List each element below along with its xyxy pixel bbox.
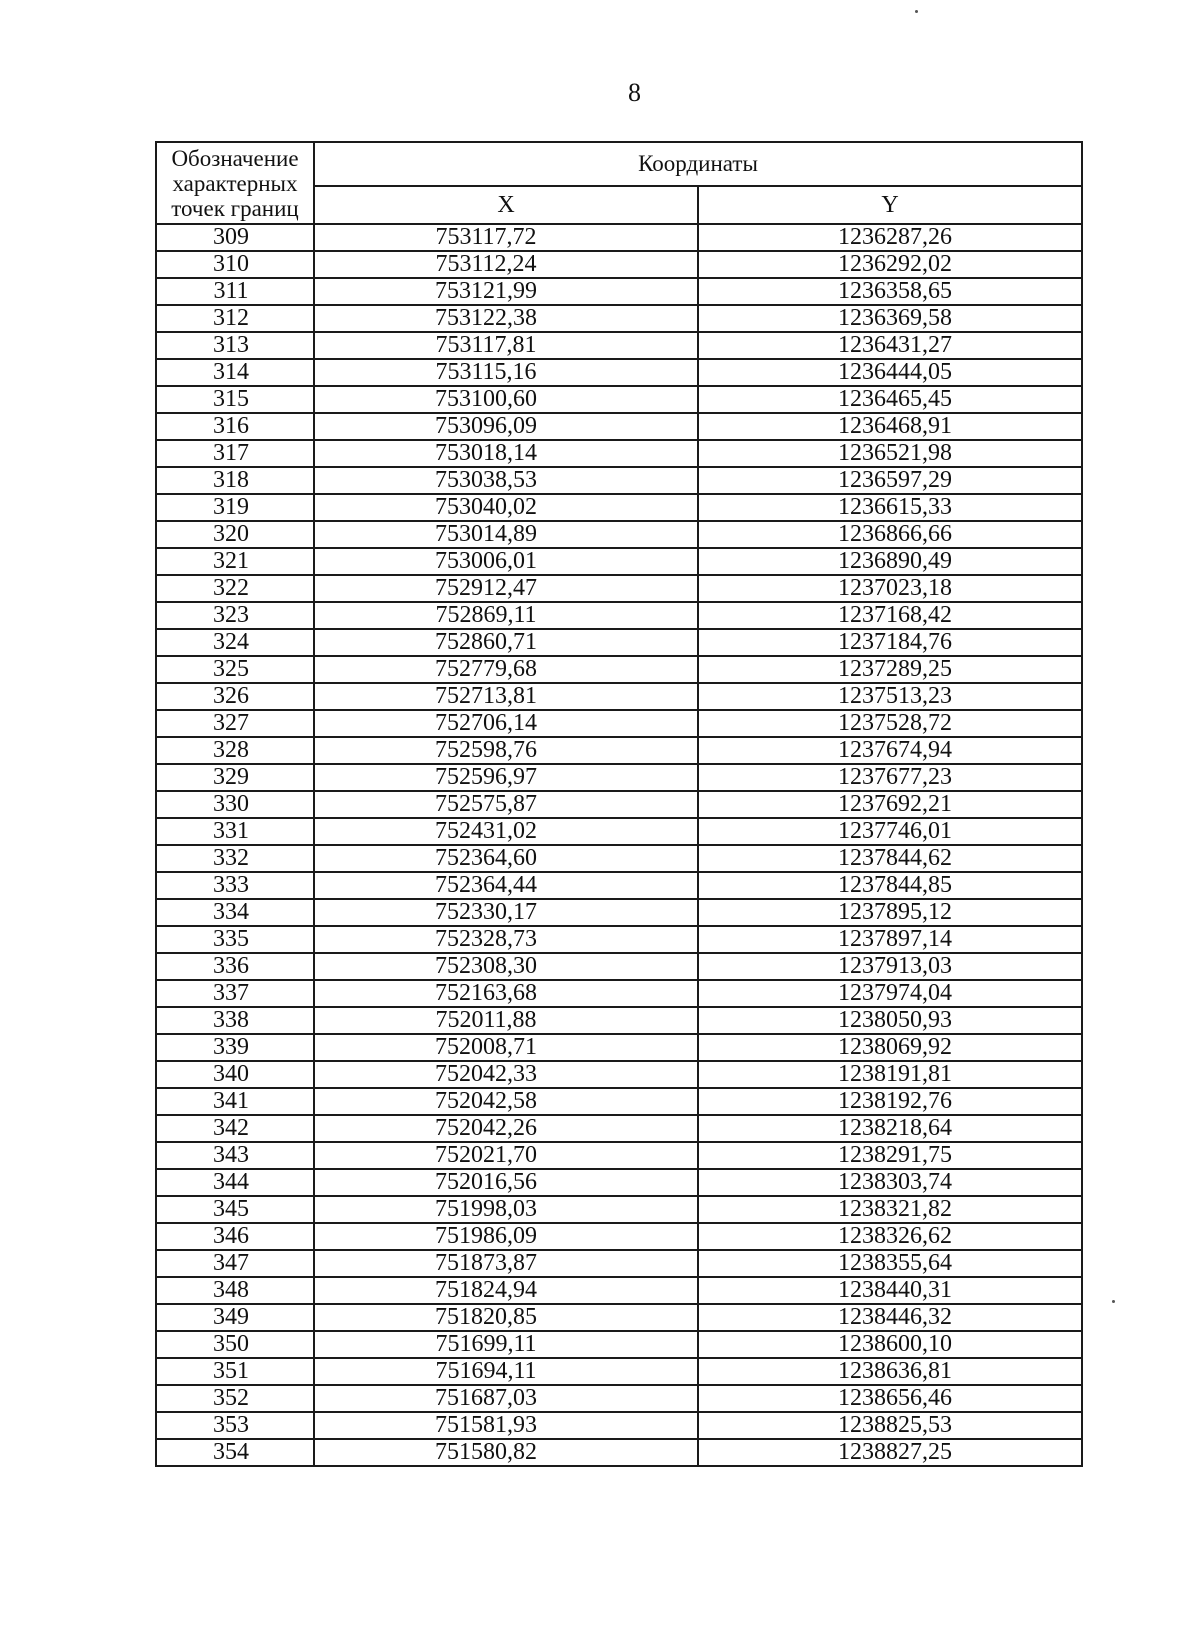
point-cell: 319 <box>156 494 314 521</box>
y-coordinate-cell: 1236292,02 <box>698 251 1082 278</box>
table-row <box>156 305 1082 332</box>
table-row <box>156 980 1082 1007</box>
table-row <box>156 332 1082 359</box>
table-row <box>156 575 1082 602</box>
table-row <box>156 656 1082 683</box>
x-coordinate-cell: 751873,87 <box>314 1250 698 1277</box>
y-coordinate-cell: 1236521,98 <box>698 440 1082 467</box>
table-row <box>156 1196 1082 1223</box>
x-coordinate-cell: 752011,88 <box>314 1007 698 1034</box>
y-coordinate-cell: 1238446,32 <box>698 1304 1082 1331</box>
point-cell: 336 <box>156 953 314 980</box>
table-row <box>156 1412 1082 1439</box>
point-cell: 343 <box>156 1142 314 1169</box>
point-cell: 350 <box>156 1331 314 1358</box>
y-coordinate-cell: 1237184,76 <box>698 629 1082 656</box>
y-coordinate-cell: 1238218,64 <box>698 1115 1082 1142</box>
y-column-header: Y <box>698 186 1082 224</box>
y-coordinate-cell: 1236444,05 <box>698 359 1082 386</box>
y-coordinate-cell: 1236431,27 <box>698 332 1082 359</box>
point-cell: 318 <box>156 467 314 494</box>
x-coordinate-cell: 753121,99 <box>314 278 698 305</box>
point-cell: 352 <box>156 1385 314 1412</box>
x-coordinate-cell: 753014,89 <box>314 521 698 548</box>
y-coordinate-cell: 1237974,04 <box>698 980 1082 1007</box>
y-coordinate-cell: 1238636,81 <box>698 1358 1082 1385</box>
y-coordinate-cell: 1238191,81 <box>698 1061 1082 1088</box>
table-row <box>156 764 1082 791</box>
point-cell: 339 <box>156 1034 314 1061</box>
table-row <box>156 386 1082 413</box>
y-coordinate-cell: 1238192,76 <box>698 1088 1082 1115</box>
scan-speck <box>915 10 918 13</box>
y-coordinate-cell: 1238825,53 <box>698 1412 1082 1439</box>
x-coordinate-cell: 752042,26 <box>314 1115 698 1142</box>
table-row <box>156 710 1082 737</box>
y-coordinate-cell: 1238326,62 <box>698 1223 1082 1250</box>
table-row <box>156 1223 1082 1250</box>
x-coordinate-cell: 752575,87 <box>314 791 698 818</box>
table-row <box>156 1277 1082 1304</box>
point-cell: 317 <box>156 440 314 467</box>
y-coordinate-cell: 1237513,23 <box>698 683 1082 710</box>
x-coordinate-cell: 751824,94 <box>314 1277 698 1304</box>
y-coordinate-cell: 1238827,25 <box>698 1439 1082 1466</box>
table-row <box>156 521 1082 548</box>
y-coordinate-cell: 1237913,03 <box>698 953 1082 980</box>
x-coordinate-cell: 752328,73 <box>314 926 698 953</box>
table-row <box>156 1034 1082 1061</box>
point-cell: 332 <box>156 845 314 872</box>
x-coordinate-cell: 753100,60 <box>314 386 698 413</box>
scan-speck <box>1112 1300 1115 1303</box>
y-coordinate-cell: 1238355,64 <box>698 1250 1082 1277</box>
table-row <box>156 278 1082 305</box>
y-coordinate-cell: 1237023,18 <box>698 575 1082 602</box>
table-row <box>156 1061 1082 1088</box>
x-coordinate-cell: 752706,14 <box>314 710 698 737</box>
x-coordinate-cell: 752163,68 <box>314 980 698 1007</box>
point-cell: 320 <box>156 521 314 548</box>
x-coordinate-cell: 751580,82 <box>314 1439 698 1466</box>
table-row <box>156 629 1082 656</box>
x-coordinate-cell: 752364,60 <box>314 845 698 872</box>
x-coordinate-cell: 753117,81 <box>314 332 698 359</box>
page-number: 8 <box>628 78 641 107</box>
table-row <box>156 440 1082 467</box>
y-coordinate-cell: 1237674,94 <box>698 737 1082 764</box>
x-coordinate-cell: 752860,71 <box>314 629 698 656</box>
point-cell: 323 <box>156 602 314 629</box>
x-coordinate-cell: 751986,09 <box>314 1223 698 1250</box>
point-cell: 322 <box>156 575 314 602</box>
y-coordinate-cell: 1236465,45 <box>698 386 1082 413</box>
x-coordinate-cell: 752779,68 <box>314 656 698 683</box>
y-coordinate-cell: 1238291,75 <box>698 1142 1082 1169</box>
x-coordinate-cell: 752021,70 <box>314 1142 698 1169</box>
x-coordinate-cell: 751998,03 <box>314 1196 698 1223</box>
x-coordinate-cell: 753096,09 <box>314 413 698 440</box>
y-coordinate-cell: 1237897,14 <box>698 926 1082 953</box>
point-cell: 349 <box>156 1304 314 1331</box>
table-row <box>156 224 1082 251</box>
table-row <box>156 845 1082 872</box>
x-coordinate-cell: 753117,72 <box>314 224 698 251</box>
point-cell: 325 <box>156 656 314 683</box>
point-cell: 346 <box>156 1223 314 1250</box>
x-coordinate-cell: 752869,11 <box>314 602 698 629</box>
point-cell: 340 <box>156 1061 314 1088</box>
point-cell: 328 <box>156 737 314 764</box>
y-coordinate-cell: 1237844,62 <box>698 845 1082 872</box>
x-coordinate-cell: 752016,56 <box>314 1169 698 1196</box>
table-row <box>156 467 1082 494</box>
table-row <box>156 413 1082 440</box>
point-cell: 315 <box>156 386 314 413</box>
point-cell: 341 <box>156 1088 314 1115</box>
point-cell: 310 <box>156 251 314 278</box>
x-coordinate-cell: 751581,93 <box>314 1412 698 1439</box>
table-row <box>156 494 1082 521</box>
table-row <box>156 1385 1082 1412</box>
point-cell: 316 <box>156 413 314 440</box>
x-coordinate-cell: 752431,02 <box>314 818 698 845</box>
point-cell: 331 <box>156 818 314 845</box>
y-coordinate-cell: 1237168,42 <box>698 602 1082 629</box>
x-coordinate-cell: 752912,47 <box>314 575 698 602</box>
point-cell: 326 <box>156 683 314 710</box>
x-coordinate-cell: 752330,17 <box>314 899 698 926</box>
y-coordinate-cell: 1237895,12 <box>698 899 1082 926</box>
point-cell: 334 <box>156 899 314 926</box>
y-coordinate-cell: 1238600,10 <box>698 1331 1082 1358</box>
table-row <box>156 251 1082 278</box>
point-cell: 324 <box>156 629 314 656</box>
point-cell: 313 <box>156 332 314 359</box>
y-coordinate-cell: 1237844,85 <box>698 872 1082 899</box>
y-coordinate-cell: 1236468,91 <box>698 413 1082 440</box>
point-cell: 330 <box>156 791 314 818</box>
point-cell: 329 <box>156 764 314 791</box>
y-coordinate-cell: 1238656,46 <box>698 1385 1082 1412</box>
y-coordinate-cell: 1237677,23 <box>698 764 1082 791</box>
y-coordinate-cell: 1237746,01 <box>698 818 1082 845</box>
point-cell: 351 <box>156 1358 314 1385</box>
x-coordinate-cell: 753112,24 <box>314 251 698 278</box>
y-coordinate-cell: 1236369,58 <box>698 305 1082 332</box>
x-coordinate-cell: 753040,02 <box>314 494 698 521</box>
table-row <box>156 359 1082 386</box>
point-designation-header: Обозначение характерных точек границ <box>156 142 314 224</box>
x-coordinate-cell: 752713,81 <box>314 683 698 710</box>
x-coordinate-cell: 753018,14 <box>314 440 698 467</box>
y-coordinate-cell: 1236287,26 <box>698 224 1082 251</box>
point-cell: 314 <box>156 359 314 386</box>
x-coordinate-cell: 753122,38 <box>314 305 698 332</box>
x-coordinate-cell: 753006,01 <box>314 548 698 575</box>
point-cell: 347 <box>156 1250 314 1277</box>
x-coordinate-cell: 751687,03 <box>314 1385 698 1412</box>
table-body <box>156 224 1082 1466</box>
y-coordinate-cell: 1238440,31 <box>698 1277 1082 1304</box>
table-row <box>156 899 1082 926</box>
y-coordinate-cell: 1236615,33 <box>698 494 1082 521</box>
table-row <box>156 1088 1082 1115</box>
table-row <box>156 1439 1082 1466</box>
point-cell: 348 <box>156 1277 314 1304</box>
x-coordinate-cell: 751820,85 <box>314 1304 698 1331</box>
y-coordinate-cell: 1238321,82 <box>698 1196 1082 1223</box>
table-header <box>156 142 1082 224</box>
point-cell: 312 <box>156 305 314 332</box>
x-coordinate-cell: 751699,11 <box>314 1331 698 1358</box>
x-coordinate-cell: 752308,30 <box>314 953 698 980</box>
coordinates-table <box>155 141 1083 1467</box>
x-coordinate-cell: 752008,71 <box>314 1034 698 1061</box>
y-coordinate-cell: 1236358,65 <box>698 278 1082 305</box>
y-coordinate-cell: 1236890,49 <box>698 548 1082 575</box>
table-row <box>156 1250 1082 1277</box>
point-cell: 354 <box>156 1439 314 1466</box>
table-row <box>156 818 1082 845</box>
y-coordinate-cell: 1237528,72 <box>698 710 1082 737</box>
y-coordinate-cell: 1238303,74 <box>698 1169 1082 1196</box>
x-coordinate-cell: 753115,16 <box>314 359 698 386</box>
point-cell: 342 <box>156 1115 314 1142</box>
point-cell: 327 <box>156 710 314 737</box>
point-cell: 344 <box>156 1169 314 1196</box>
point-cell: 321 <box>156 548 314 575</box>
coordinates-header: Координаты <box>314 142 1082 186</box>
table-row <box>156 1304 1082 1331</box>
table-row <box>156 791 1082 818</box>
point-cell: 311 <box>156 278 314 305</box>
table-row <box>156 548 1082 575</box>
x-coordinate-cell: 752042,33 <box>314 1061 698 1088</box>
y-coordinate-cell: 1238069,92 <box>698 1034 1082 1061</box>
point-cell: 335 <box>156 926 314 953</box>
x-coordinate-cell: 752364,44 <box>314 872 698 899</box>
x-column-header: X <box>314 186 698 224</box>
point-cell: 309 <box>156 224 314 251</box>
x-coordinate-cell: 751694,11 <box>314 1358 698 1385</box>
table-row <box>156 1142 1082 1169</box>
table-row <box>156 1358 1082 1385</box>
x-coordinate-cell: 753038,53 <box>314 467 698 494</box>
table-row <box>156 926 1082 953</box>
point-cell: 345 <box>156 1196 314 1223</box>
point-cell: 338 <box>156 1007 314 1034</box>
y-coordinate-cell: 1237692,21 <box>698 791 1082 818</box>
table-row <box>156 1007 1082 1034</box>
table-row <box>156 602 1082 629</box>
table-row <box>156 1331 1082 1358</box>
y-coordinate-cell: 1236597,29 <box>698 467 1082 494</box>
y-coordinate-cell: 1238050,93 <box>698 1007 1082 1034</box>
point-cell: 337 <box>156 980 314 1007</box>
point-cell: 353 <box>156 1412 314 1439</box>
table-row <box>156 1169 1082 1196</box>
point-cell: 333 <box>156 872 314 899</box>
table-row <box>156 683 1082 710</box>
y-coordinate-cell: 1236866,66 <box>698 521 1082 548</box>
table-row <box>156 953 1082 980</box>
table-row <box>156 872 1082 899</box>
table-row <box>156 737 1082 764</box>
x-coordinate-cell: 752596,97 <box>314 764 698 791</box>
x-coordinate-cell: 752598,76 <box>314 737 698 764</box>
y-coordinate-cell: 1237289,25 <box>698 656 1082 683</box>
x-coordinate-cell: 752042,58 <box>314 1088 698 1115</box>
table-row <box>156 1115 1082 1142</box>
